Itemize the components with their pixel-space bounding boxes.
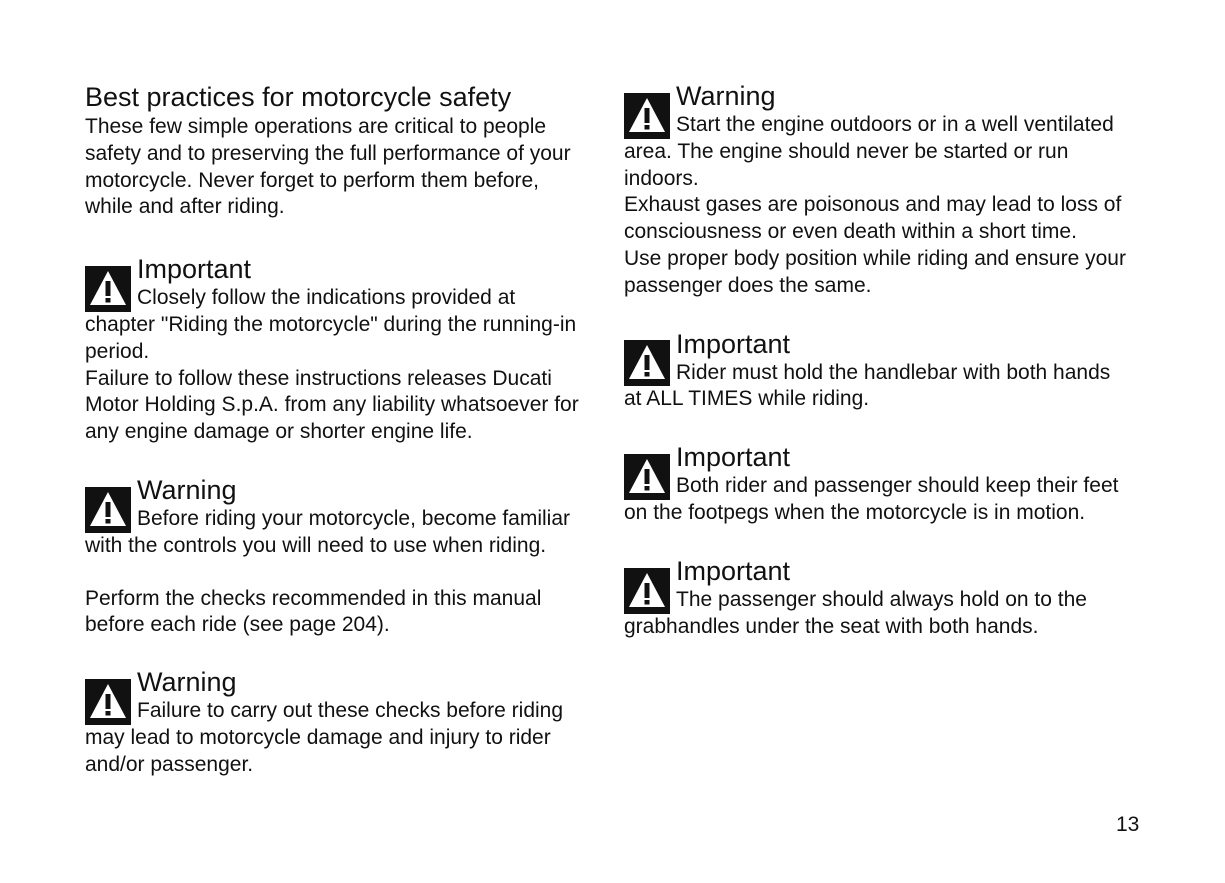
intro-line: These few simple operations are critical to people [85,115,547,138]
notice-title: Important [676,442,791,473]
important-notice-running-in [85,253,605,446]
notice-line: Failure to carry out these checks before riding [137,699,564,723]
notice-line: any engine damage or shorter engine life. [85,420,473,444]
notice-line: Closely follow the indications provided at [137,286,516,310]
notice-line: period. [85,339,150,363]
important-notice-handlebar [624,328,1144,414]
notice-title: Warning [137,474,237,505]
notice-line: passenger does the same. [624,273,872,297]
notice-title: Important [676,555,791,586]
checks-line: before each ride (see page 204). [85,613,390,637]
notice-line: Before riding your motorcycle, become familiar [137,506,571,530]
warning-notice-checks [85,666,605,778]
left-column [85,80,605,779]
notice-line: may lead to motorcycle damage and injury to rider [85,725,551,749]
intro-line: safety and to preserving the full performance of your [85,141,571,165]
warning-triangle-icon [624,454,670,500]
notice-title: Warning [676,81,776,111]
notice-title: Important [676,328,791,359]
important-notice-footpegs [624,441,1144,527]
checks-line: Perform the checks recommended in this manual [85,586,542,610]
notice-line: at ALL TIMES while riding. [624,387,870,411]
notice-line: and/or passenger. [85,752,254,776]
notice-line: Exhaust gases are poisonous and may lead to loss of [624,193,1122,217]
notice-line: Start the engine outdoors or in a well ventilated [676,113,1114,136]
intro-line: motorcycle. Never forget to perform them before, [85,168,540,192]
warning-triangle-icon [624,340,670,386]
warning-triangle-icon [624,93,670,139]
notice-line: consciousness or even death within a short time. [624,220,1077,244]
page-number: 13 [1116,813,1140,836]
notice-line: Rider must hold the handlebar with both hands [676,360,1111,384]
notice-line: Motor Holding S.p.A. from any liability whatsoever for [85,393,579,417]
important-notice-grabhandles [624,555,1144,641]
notice-line: on the footpegs when the motorcycle is in motion. [624,500,1086,524]
notice-title: Warning [137,667,237,698]
warning-triangle-icon [85,266,131,312]
notice-line: Use proper body position while riding and ensure your [624,246,1126,270]
notice-line: Both rider and passenger should keep their feet [676,474,1119,498]
section-title: Best practices for motorcycle safety [85,82,512,112]
notice-line: grabhandles under the seat with both hands. [624,614,1039,638]
notice-line: indoors. [624,166,699,190]
notice-line: with the controls you will need to use when riding. [85,533,547,557]
notice-line: Failure to follow these instructions releases Ducati [85,366,552,390]
warning-triangle-icon [85,679,131,725]
intro-paragraph [85,114,605,221]
notice-line: area. The engine should never be started or run [624,139,1069,163]
checks-paragraph [85,586,605,640]
intro-line: while and after riding. [85,195,285,219]
warning-triangle-icon [85,487,131,533]
warning-notice-controls [85,474,605,560]
warning-notice-engine-outdoors [624,80,1144,300]
notice-title: Important [137,254,252,285]
warning-triangle-icon [624,568,670,614]
notice-line: chapter "Riding the motorcycle" during the running-in [85,312,577,336]
notice-line: The passenger should always hold on to the [676,587,1087,611]
right-column [624,80,1144,640]
